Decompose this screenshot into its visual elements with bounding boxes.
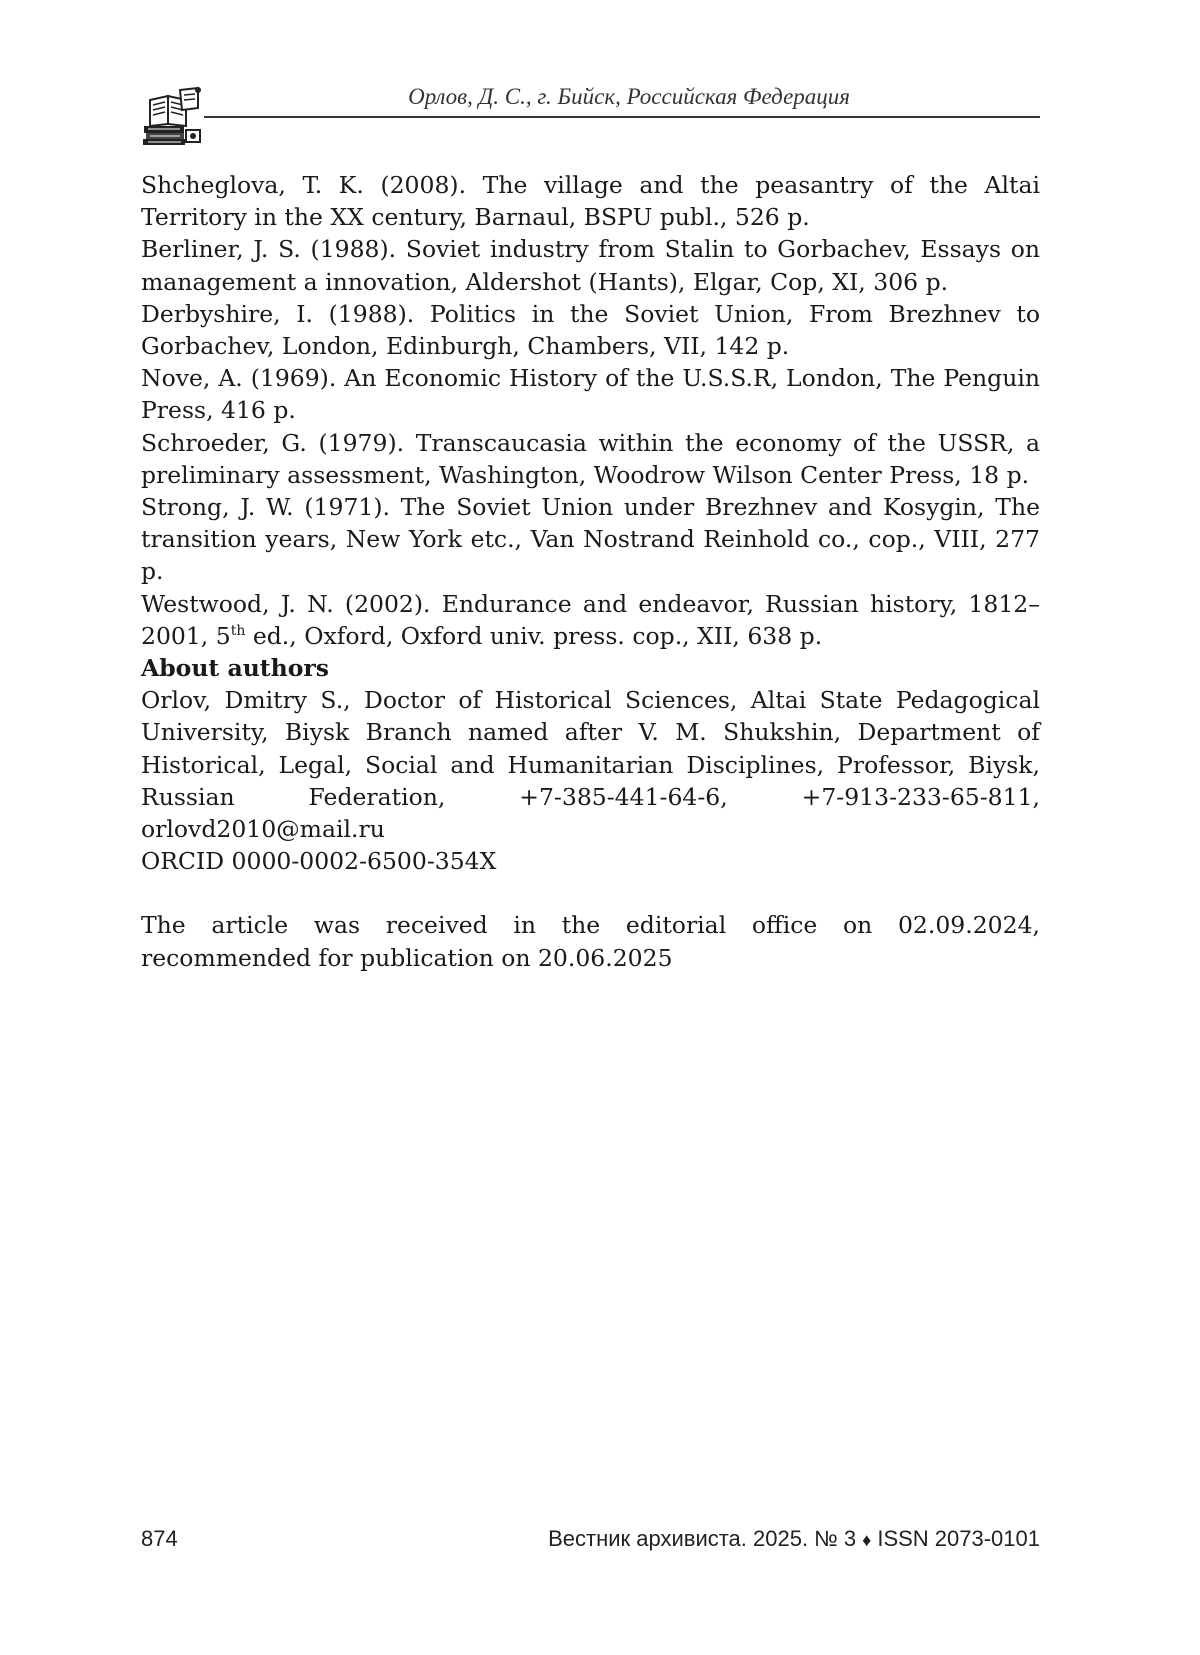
reference-item: Berliner, J. S. (1988). Soviet industry from Stalin to Gorbachev, Essays on management a innovation, Aldershot (Hants), Elgar, Cop, XI, 306 p. bbox=[141, 235, 1040, 296]
reference-item: Shcheglova, T. K. (2008). The village and the peasantry of the Altai Territory in the XX century, Barnaul, BSPU publ., 526 p. bbox=[141, 171, 1040, 232]
reference-item: Derbyshire, I. (1988). Politics in the Soviet Union, From Brezhnev to Gorbachev, London, Edinburgh, Chambers, VII, 142 p. bbox=[141, 299, 1040, 361]
orcid-id: ORCID 0000-0002-6500-354X bbox=[141, 847, 497, 876]
ordinal-suffix: th bbox=[230, 623, 246, 640]
about-authors-heading: About authors bbox=[141, 654, 329, 683]
reference-item-last bbox=[141, 588, 1040, 652]
books-and-scroll-logo-icon bbox=[140, 86, 206, 148]
page-number: 874 bbox=[141, 1526, 178, 1551]
running-header bbox=[140, 78, 1040, 148]
reference-item: Nove, A. (1969). An Economic History of the U.S.S.R, London, The Penguin Press, 416 p. bbox=[141, 364, 1040, 425]
journal-name: Вестник архивиста. 2025. № 3 bbox=[548, 1526, 857, 1551]
author-info: Orlov, Dmitry S., Doctor of Historical Sciences, Altai State Pedagogical University, Biysk Branch named after V. M. Shukshin, Department of Historical, Legal, Social and Humanitarian Disciplines, Professor, Biysk, Russian Federation, +7-385-441-64-6, +7-913-233-65-811, orlovd2010@mail.ru bbox=[141, 686, 1040, 844]
issn: ISSN 2073-0101 bbox=[877, 1526, 1040, 1551]
reference-item: Strong, J. W. (1971). The Soviet Union under Brezhnev and Kosygin, The transition years, New York etc., Van Nostrand Reinhold co., cop., VIII, 277 p. bbox=[141, 493, 1040, 586]
reference-text: Westwood, J. N. (2002). Endurance and endeavor, Russian history, 1812–2001, 5 bbox=[141, 589, 1040, 650]
page-content bbox=[141, 169, 1040, 974]
reference-text: ed., Oxford, Oxford univ. press. cop., XII, 638 p. bbox=[245, 621, 823, 650]
journal-info bbox=[548, 1526, 1040, 1552]
reference-item: Schroeder, G. (1979). Transcaucasia within the economy of the USSR, a preliminary assessment, Washington, Woodrow Wilson Center Press, 18 p. bbox=[141, 428, 1040, 489]
header-rule bbox=[204, 116, 1040, 118]
running-title: Орлов, Д. С., г. Бийск, Российская Федерация bbox=[408, 84, 850, 109]
diamond-separator-icon: ♦ bbox=[862, 1530, 872, 1550]
received-note: The article was received in the editorial office on 02.09.2024, recommended for publication on 20.06.2025 bbox=[141, 911, 1040, 972]
